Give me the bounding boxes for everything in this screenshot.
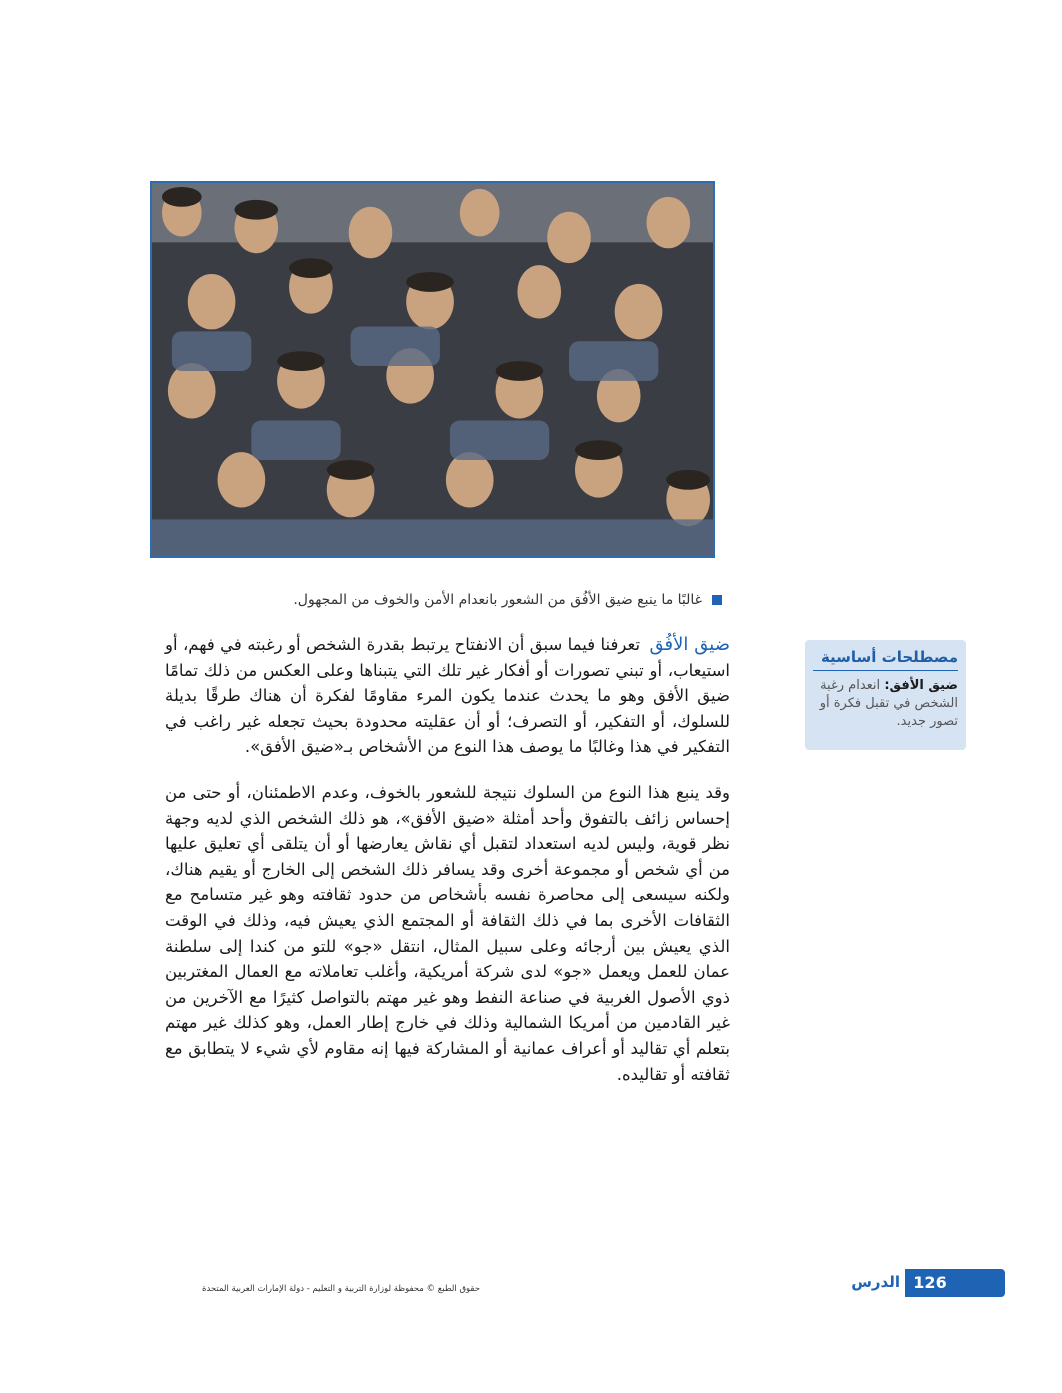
crowd-photo-illustration xyxy=(152,183,713,556)
key-terms-title: مصطلحات أساسية xyxy=(813,648,958,671)
page-number: 126 xyxy=(913,1273,947,1292)
caption-text: غالبًا ما ينبع ضيق الأفُق من الشعور بانعدام الأمن والخوف من المجهول. xyxy=(293,592,702,608)
caption-square-icon xyxy=(712,595,722,605)
key-term-definition xyxy=(813,677,958,731)
lesson-label: الدرس xyxy=(851,1273,900,1291)
inline-term: ضيق الأفُق xyxy=(649,634,730,655)
copyright-notice: حقوق الطبع © محفوظة لوزارة التربية و التعليم - دولة الإمارات العربية المتحدة xyxy=(202,1284,480,1294)
key-term: ضيق الأفق: xyxy=(884,678,958,693)
crowd-photo xyxy=(150,181,715,558)
paragraph-2: وقد ينبع هذا النوع من السلوك نتيجة للشعور بالخوف، وعدم الاطمئنان، أو حتى من إحساس زائف بالتفوق وأحد أمثلة «ضيق الأفق»، هو ذلك الشخص الذي لديه وجهة نظر قوية، وليس لديه استعداد لتقبل أي نقاش يعارضها أو أن يتلقى أي تعليق عليها من أي شخص أو مجموعة أخرى وقد يسافر ذلك الشخص إلى الخارج أو يقيم هناك، ولكنه سيسعى إلى محاصرة نفسه بأشخاص من حدود ثقافته وهو غير متسامح مع الثقافات الأخرى بما في ذلك الثقافة أو المجتمع الذي يعيش فيه، وذلك في الوقت الذي يعيش بين أرجائه وعلى سبيل المثال، انتقل «جو» للتو من كندا إلى سلطنة عمان للعمل ويعمل «جو» لدى شركة أمريكية، وأغلب تعاملاته مع العمال المغتربين ذوي الأصول الغربية في صناعة النفط وهو غير مهتم بالتواصل كثيرًا مع الآخرين من غير القادمين من أمريكا الشمالية وذلك في خارج إطار العمل، وهو كذلك غير مهتم بتعلم أي تقاليد أو أعراف عمانية أو المشاركة فيها إنه مقاوم لأي شيء لا يتطابق مع ثقافته أو تقاليده. xyxy=(165,782,730,1084)
paragraph-1 xyxy=(165,632,730,760)
key-terms-box xyxy=(805,640,966,750)
paragraph-1-text: تعرفنا فيما سبق أن الانفتاح يرتبط بقدرة الشخص أو رغبته في فهم، أو استيعاب، أو تبني تصورات أو أفكار غير تلك التي يتبناها وعلى العكس من ذلك تمامًا ضيق الأفق وهو ما يحدث عندما يكون المرء مقاومًا لفكرة أن هناك طرقًا بديلة للسلوك، أو التفكير، أو التصرف؛ أو أن عقليته محدودة بحيث تجعله غير راغب في التفكير في هذا وغالبًا ما يوصف هذا النوع من الأشخاص بـ«ضيق الأفق». xyxy=(165,635,730,757)
photo-caption xyxy=(250,589,722,611)
main-text xyxy=(165,632,730,1107)
key-term-text: انعدام رغبة الشخص في تقبل فكرة أو تصور جديد. xyxy=(819,678,958,729)
